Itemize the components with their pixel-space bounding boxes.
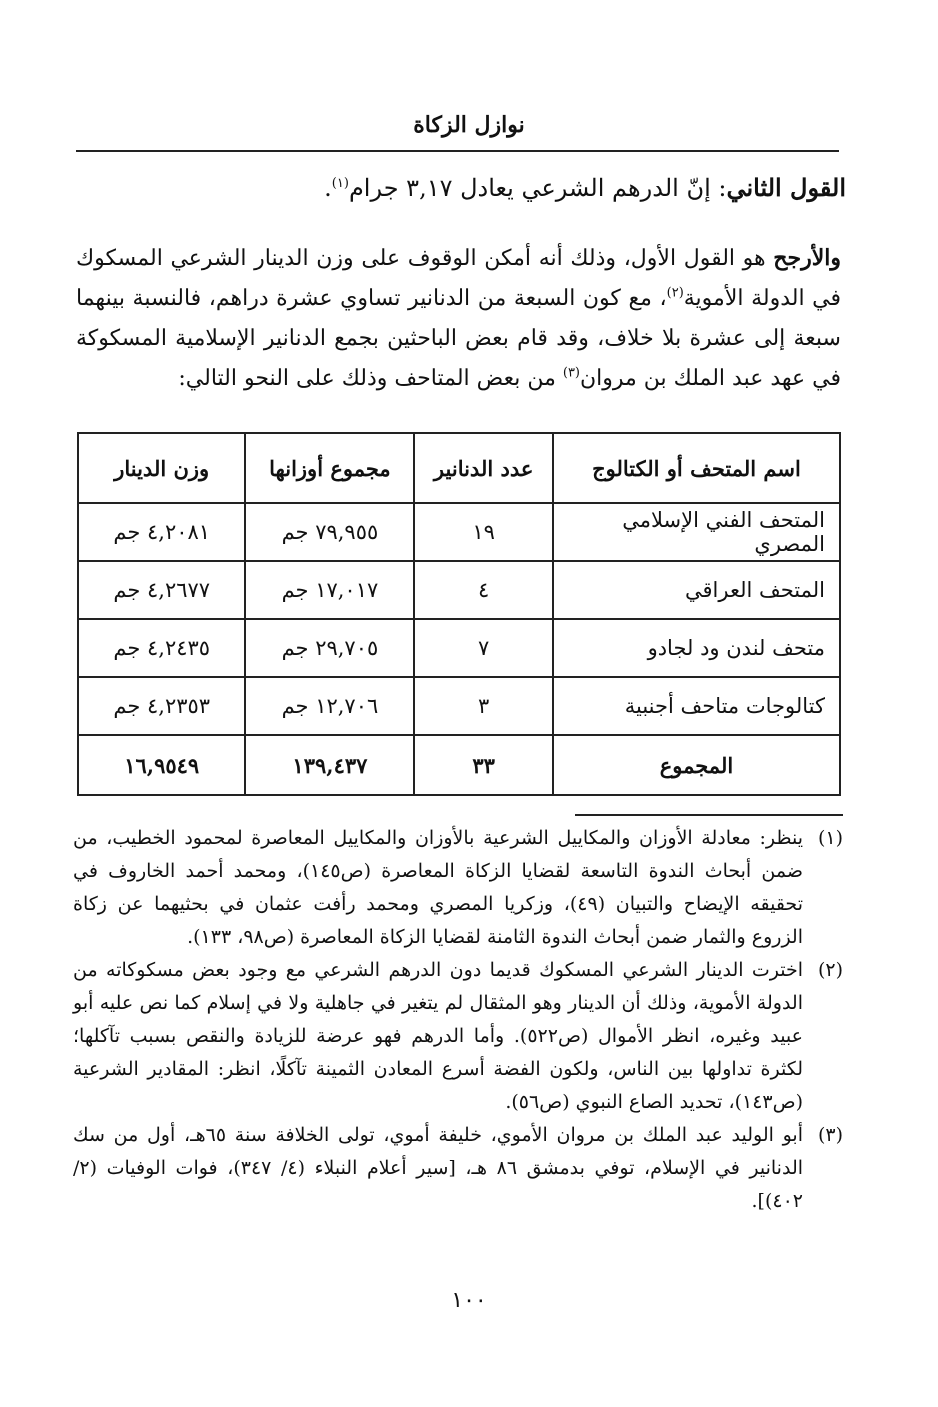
second-opinion-end: .	[324, 174, 332, 202]
running-header: نوازل الزكاة	[413, 112, 525, 138]
footnote-number: (٣)	[817, 1124, 843, 1146]
second-opinion-lead: القول الثاني	[726, 173, 846, 202]
total-dinar-weight: ١٦,٩٥٤٩	[78, 735, 245, 795]
cell-museum: متحف لندن ود لجادو	[553, 619, 840, 677]
cell-total-weight: ١٧,٠١٧ جم	[245, 561, 414, 619]
cell-count: ٧	[414, 619, 553, 677]
second-opinion-text: : إنّ الدرهم الشرعي يعادل ٣,١٧ جرام	[348, 174, 727, 202]
cell-dinar-weight: ٤,٢٦٧٧ جم	[78, 561, 245, 619]
cell-total-weight: ٧٩,٩٥٥ جم	[245, 503, 414, 561]
footnote-1	[73, 822, 843, 954]
preferred-lead: والأرجح	[773, 245, 841, 271]
header-museum: اسم المتحف أو الكتالوج	[553, 433, 840, 503]
table-header-row	[78, 433, 840, 503]
header-count: عدد الدنانير	[414, 433, 553, 503]
preferred-text-b: ، مع كون السبعة من الدنانير تساوي عشرة دراهم، فالنسبة بينهما سبعة إلى عشرة بلا خلاف، وقد قام بعض الباحثين بجمع الدنانير الإسلامية المسكوكة في عهد عبد الملك بن مروان	[76, 286, 841, 391]
table-row	[78, 677, 840, 735]
paragraph-preferred-opinion	[76, 238, 841, 399]
footnotes	[73, 822, 843, 1218]
footnote-ref-2: (٢)	[666, 285, 684, 301]
paragraph-second-opinion	[166, 168, 846, 208]
dinar-weights-table	[77, 432, 841, 796]
footnote-text: أبو الوليد عبد الملك بن مروان الأموي، خليفة أموي، تولى الخلافة سنة ٦٥هـ، أول من سك الدنانير في الإسلام، توفي بدمشق ٨٦ هـ، [سير أعلام النبلاء (٤/ ٣٤٧)، فوات الوفيات (٢/ ٤٠٢)].	[73, 1124, 804, 1212]
header-dinar-weight: وزن الدينار	[78, 433, 245, 503]
preferred-text-c: من بعض المتاحف وذلك على النحو التالي:	[178, 366, 563, 391]
total-weight-sum: ١٣٩,٤٣٧	[245, 735, 414, 795]
cell-total-weight: ٢٩,٧٠٥ جم	[245, 619, 414, 677]
cell-dinar-weight: ٤,٢٠٨١ جم	[78, 503, 245, 561]
footnote-ref-3: (٣)	[562, 365, 580, 381]
table-total-row	[78, 735, 840, 795]
footnote-ref-1: (١)	[331, 176, 349, 191]
footnote-text: اخترت الدينار الشرعي المسكوك قديما دون الدرهم الشرعي مع وجود بعض مسكوكاته من الدولة الأموية، وذلك أن الدينار وهو المثقال لم يتغير في جاهلية ولا في إسلام كما نص عليه أبو عبيد وغيره، انظر الأموال (ص٥٢٢). وأما الدرهم فهو عرضة للزيادة والنقص بسبب تآكلها؛ لكثرة تداولها بين الناس، ولكون الفضة أسرع المعادن الثمينة تآكلًا، انظر: المقادير الشرعية (ص١٤٣)، تحديد الصاع النبوي (ص٥٦).	[73, 959, 803, 1113]
footnote-number: (١)	[817, 827, 843, 849]
page-number: ١٠٠	[451, 1288, 487, 1313]
table-row	[78, 503, 840, 561]
cell-dinar-weight: ٤,٢٣٥٣ جم	[78, 677, 245, 735]
cell-total-weight: ١٢,٧٠٦ جم	[245, 677, 414, 735]
cell-museum: المتحف الفني الإسلامي المصري	[553, 503, 840, 561]
footnote-number: (٢)	[817, 959, 843, 981]
footnote-3	[73, 1119, 843, 1218]
cell-museum: كتالوجات متاحف أجنبية	[553, 677, 840, 735]
preferred-text-a: هو القول الأول، وذلك أنه أمكن الوقوف على وزن الدينار الشرعي المسكوك في الدولة الأموية	[76, 246, 841, 311]
footnote-text: ينظر: معادلة الأوزان والمكاييل الشرعية بالأوزان والمكاييل المعاصرة لمحمود الخطيب، من ضمن أبحاث الندوة التاسعة لقضايا الزكاة المعاصرة (ص١٤٥)، ومحمد أحمد الخاروف في تحقيقه الإيضاح والتبيان (٤٩)، وزكريا المصري ومحمد رأفت عثمان في بحثيهما عن زكاة الزروع والثمار ضمن أبحاث الندوة الثامنة لقضايا الزكاة المعاصرة (ص٩٨، ١٣٣).	[73, 827, 803, 948]
header-divider	[76, 150, 839, 152]
footnote-2	[73, 954, 843, 1119]
total-count: ٣٣	[414, 735, 553, 795]
cell-dinar-weight: ٤,٢٤٣٥ جم	[78, 619, 245, 677]
table-row	[78, 619, 840, 677]
cell-count: ١٩	[414, 503, 553, 561]
total-label: المجموع	[553, 735, 840, 795]
header-total-weight: مجموع أوزانها	[245, 433, 414, 503]
footnote-divider	[575, 814, 843, 816]
cell-count: ٤	[414, 561, 553, 619]
table-row	[78, 561, 840, 619]
cell-count: ٣	[414, 677, 553, 735]
cell-museum: المتحف العراقي	[553, 561, 840, 619]
